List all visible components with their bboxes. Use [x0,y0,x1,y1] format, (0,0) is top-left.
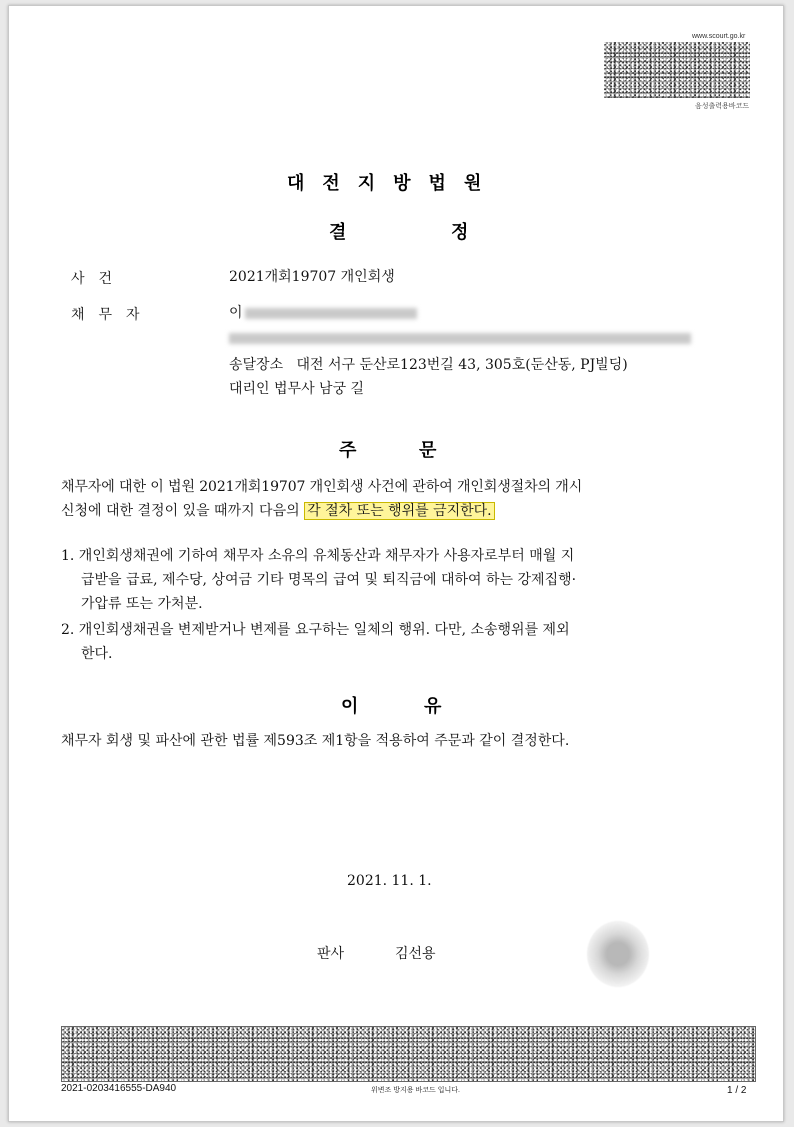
judge-name: 김선용 [395,946,436,962]
reason-heading-char-2: 유 [424,696,442,717]
redacted-debtor-name [245,308,417,319]
voice-output-barcode [604,42,750,98]
order-heading-char-2: 문 [419,440,437,461]
service-address-label: 송달장소 [229,357,284,373]
doc-type-char-2: 정 [451,222,469,243]
highlighted-prohibition: 각 절차 또는 행위를 금지한다. [304,502,495,520]
order-paragraph-line-2 [61,500,495,522]
reason-heading-char-1: 이 [341,696,359,717]
debtor-name-prefix: 이 [229,305,243,321]
barcode-note: 위변조 방지용 바코드 입니다. [371,1087,460,1094]
service-address-line [229,354,628,376]
judge-title: 판사 [317,946,345,962]
order-item-1-line-1: 1. 개인회생채권에 기하여 채무자 소유의 유체동산과 채무자가 사용자로부터 매월 지 [61,548,575,564]
reason-text: 채무자 회생 및 파산에 관한 법률 제593조 제1항을 적용하여 주문과 같이 결정한다. [61,733,570,749]
order-item-2-line-1: 2. 개인회생채권을 변제받거나 변제를 요구하는 일체의 행위. 다만, 소송행위를 제외 [61,622,570,638]
page-number: 1 / 2 [727,1085,747,1096]
barcode-caption: 음성출력용바코드 [695,103,750,110]
anti-forgery-barcode [61,1026,756,1082]
agent: 대리인 법무사 남궁 길 [229,381,365,397]
order-paragraph-line-1: 채무자에 대한 이 법원 2021개회19707 개인회생 사건에 관하여 개인회생절차의 개시 [61,479,583,495]
order-item-2-line-2: 한다. [81,646,113,662]
case-value: 2021개회19707 개인회생 [229,269,395,285]
service-address: 대전 서구 둔산로123번길 43, 305호(둔산동, PJ빌딩) [296,357,628,373]
redacted-debtor-address [229,333,691,344]
debtor-label: 채무자 [71,307,154,323]
court-seal [587,921,649,987]
order-heading-char-1: 주 [339,440,357,461]
document-page [8,5,784,1122]
order-item-1-line-3: 가압류 또는 가처분. [81,596,203,612]
decision-date: 2021. 11. 1. [347,873,432,889]
document-number: 2021-0203416555-DA940 [61,1083,177,1094]
court-url: www.scourt.go.kr [692,33,746,40]
doc-type-char-1: 결 [329,222,347,243]
court-name: 대전지방법원 [287,173,500,194]
case-label: 사건 [71,271,127,287]
order-item-1-line-2: 급받을 급료, 제수당, 상여금 기타 명목의 급여 및 퇴직금에 대하여 하는 강제집행· [81,572,577,588]
order-paragraph-line-2-text: 신청에 대한 결정이 있을 때까지 다음의 [61,503,305,519]
